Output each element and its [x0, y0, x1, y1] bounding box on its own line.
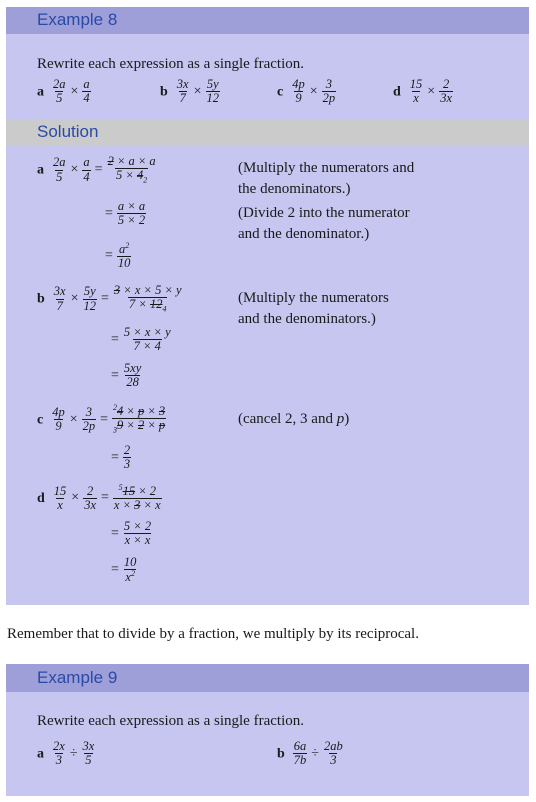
fraction: $\frac{2ab}{3}$	[323, 739, 343, 768]
fraction: $\frac{a}{4}$	[83, 155, 90, 184]
fraction: $\frac{15}{x}$	[53, 483, 67, 512]
fraction: $\frac{6a}{7b}$	[293, 739, 307, 768]
solution-b-note-line2: and the denominators.)	[238, 311, 376, 327]
fraction: $\frac{5xy}{28}$	[123, 361, 142, 390]
fraction: $\frac{2}{3x}$	[440, 77, 453, 106]
fraction: $\frac{3}{2p}$	[82, 404, 96, 434]
solution-a-row1: a $\frac{2a}{5}$ × $\frac{a}{4}$ = $\frac{2 \times a \times a}{5 \times 4_2}$	[37, 154, 156, 185]
fraction: $\frac{2x}{3}$	[53, 739, 65, 768]
fraction: $\frac{a}{4}$	[83, 77, 90, 106]
solution-a-note1-line1: (Multiply the numerators and	[238, 160, 415, 176]
solution-c-row2: = $\frac{2}{3}$	[111, 443, 131, 472]
fraction: $\frac{a \times a}{5 \times 2}$	[117, 199, 146, 228]
solution-d-row2: = $\frac{5 \times 2}{x \times x}$	[111, 519, 152, 548]
solution-a-note2-line1: (Divide 2 into the numerator	[238, 205, 410, 221]
fraction: $\frac{4p}{9}$	[292, 77, 305, 106]
example8-title: Example 8	[37, 10, 118, 29]
fraction: $\frac{5y}{12}$	[206, 77, 220, 106]
solution-b-note-line1: (Multiply the numerators	[238, 290, 389, 306]
solution-title: Solution	[37, 122, 99, 141]
fraction: $\frac{2a}{5}$	[53, 155, 66, 184]
fraction-cancel: $\frac{^24 \times p \times 3}{_39 \times 2 \times p}$	[113, 403, 166, 435]
solution-a-note1-line2: the denominators.)	[238, 181, 351, 197]
solution-b-row2: = $\frac{5 \times x \times y}{7 \times 4}$	[111, 325, 171, 354]
fraction-cancel: $\frac{2 \times a \times a}{5 \times 4_2}$	[107, 154, 156, 185]
fraction: $\frac{2}{3x}$	[84, 483, 97, 512]
solution-a-row3: = $\frac{a^2}{10}$	[105, 241, 131, 271]
solution-c-row1: c $\frac{4p}{9}$ × $\frac{3}{2p}$ = $\frac{^24 \times p \times 3}{_39 \times 2 \times p}$	[37, 403, 166, 435]
fraction: $\frac{2}{3}$	[123, 443, 131, 472]
solution-b-row3: = $\frac{5xy}{28}$	[111, 361, 142, 390]
example8-part-c: c $\frac{4p}{9}$ × $\frac{3}{2p}$	[277, 77, 336, 106]
remember-text: Remember that to divide by a fraction, we multiply by its reciprocal.	[7, 626, 419, 642]
solution-d-row3: = $\frac{10}{x^2}$	[111, 555, 137, 585]
example9-instruction: Rewrite each expression as a single fraction.	[37, 713, 304, 729]
example8-instruction: Rewrite each expression as a single fraction.	[37, 56, 304, 72]
fraction: $\frac{3x}{5}$	[82, 739, 95, 768]
example8-part-d: d $\frac{15}{x}$ × $\frac{2}{3x}$	[393, 77, 453, 106]
fraction: $\frac{a^2}{10}$	[117, 241, 131, 271]
fraction: $\frac{3x}{7}$	[176, 77, 189, 106]
fraction: $\frac{3x}{7}$	[53, 284, 66, 313]
example8-part-b: b $\frac{3x}{7}$ × $\frac{5y}{12}$	[160, 77, 220, 106]
solution-a-note2-line2: and the denominator.)	[238, 226, 370, 242]
fraction: $\frac{5 \times 2}{x \times x}$	[123, 519, 152, 548]
fraction-cancel: $\frac{3 \times x \times 5 \times y}{7 \times 12_4}$	[113, 283, 182, 314]
example9-part-b: b $\frac{6a}{7b}$ ÷ $\frac{2ab}{3}$	[277, 739, 343, 768]
solution-c-note: (cancel 2, 3 and p)	[238, 411, 350, 427]
fraction: $\frac{4p}{9}$	[52, 404, 65, 434]
example9-part-a: a $\frac{2x}{3}$ ÷ $\frac{3x}{5}$	[37, 739, 95, 768]
fraction: $\frac{2a}{5}$	[53, 77, 66, 106]
fraction: $\frac{5y}{12}$	[83, 284, 97, 313]
solution-d-row1: d $\frac{15}{x}$ × $\frac{2}{3x}$ = $\frac{^515 \times 2}{x \times 3 \times x}$	[37, 483, 161, 513]
solution-b-row1: b $\frac{3x}{7}$ × $\frac{5y}{12}$ = $\frac{3 \times x \times 5 \times y}{7 \times 12_4}$	[37, 283, 182, 314]
example8-part-a: a $\frac{2a}{5}$ × $\frac{a}{4}$	[37, 77, 90, 106]
solution-a-row2: = $\frac{a \times a}{5 \times 2}$	[105, 199, 146, 228]
fraction-cancel: $\frac{^515 \times 2}{x \times 3 \times x}$	[113, 483, 161, 513]
fraction: $\frac{15}{x}$	[409, 77, 423, 106]
fraction: $\frac{10}{x^2}$	[123, 555, 137, 585]
example9-title: Example 9	[37, 668, 118, 687]
fraction: $\frac{3}{2p}$	[322, 77, 336, 106]
fraction: $\frac{5 \times x \times y}{7 \times 4}$	[123, 325, 171, 354]
